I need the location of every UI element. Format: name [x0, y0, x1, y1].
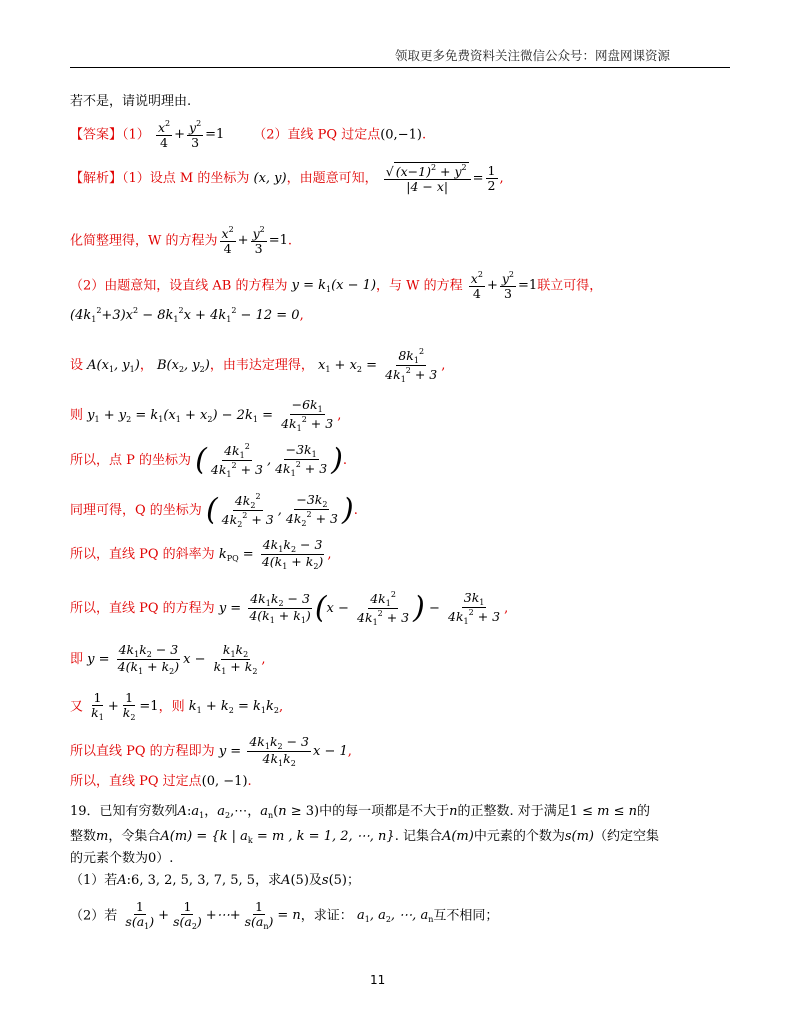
math-point: (0,−1)	[380, 127, 422, 143]
point-p-text: 所以，点 P 的坐标为	[70, 453, 192, 469]
then-text: 则	[70, 408, 84, 424]
you-text: 又	[70, 699, 84, 715]
simplify-text: 化简整理得，W 的方程为	[70, 233, 218, 249]
answer-line: 【答案】（1） $\frac{x^2}{4}$ + $\frac{y^2}{3}$ =1 （2）直线 PQ 过定点(0,−1).	[70, 119, 427, 151]
math-point-q: ( $\frac{4k_2^2}{4k_2^2 + 3}$ , $\frac{-3k_2}{4k_2^2 + 3}$ )	[205, 492, 354, 530]
math-ze: $k_1 + k_2 = k_1k_2$	[188, 699, 279, 716]
analysis-part1: （1）设点 M 的坐标为	[122, 170, 250, 186]
math-sum: $\frac{1}{s(a_1)}$ + $\frac{1}{s(a_2)}$ +⋯+ $\frac{1}{s(a_n)}$ = n	[125, 899, 301, 932]
q19-text-c: 的正整数. 对于满足	[457, 804, 570, 819]
q19-text-b: 中的每一项都是不大于	[319, 804, 450, 819]
q19-line-1: 19．已知有穷数列$A:a_1$，$a_2,\cdots$，$a_n(n \ge 3)$中的每一项都是不大于n的正整数. 对于满足1 ≤ m ≤ n的	[70, 804, 651, 820]
math-set: A(m) = {k | $a_k = m$ , k = 1, 2, ⋯, n}	[160, 829, 395, 845]
part2-line	[70, 270, 602, 302]
math-seq: A	[177, 804, 187, 819]
line-eq-text: 所以，直线 PQ 的方程为	[70, 601, 215, 617]
math-ellipse-2: $\frac{x^2}{4}$ + $\frac{y^2}{3}$ =1	[221, 225, 288, 257]
math-ellipse-3: $\frac{x^2}{4}$ + $\frac{y^2}{3}$ =1	[470, 270, 538, 302]
part2-text-c: 联立可得，	[537, 278, 603, 294]
page-header: 领取更多免费资料关注微信公众号：网盘网课资源	[394, 48, 670, 63]
q19-part1-text-b: ，求	[255, 873, 282, 888]
q19-part2-text-c: 互不相同；	[433, 908, 499, 924]
answer-part2: （2）直线 PQ 过定点	[253, 127, 381, 143]
slope-line: 所以，直线 PQ 的斜率为 $k_{PQ}$ = $\frac{4k_1k_2 - 3}{4(k_1 + k_2)}$ ,	[70, 537, 332, 572]
q19-text-a: 19．已知有穷数列	[70, 804, 178, 819]
math-fixed-point: (0, −1)	[201, 774, 248, 789]
answer-part1: （1）	[122, 127, 150, 143]
page-number: 11	[370, 973, 386, 987]
math-ellipse: $\frac{x^2}{4}$ + $\frac{y^2}{3}$ =1	[157, 119, 225, 151]
answer-tag: 【答案】	[70, 127, 123, 143]
math-you: $\frac{1}{k_1}$ + $\frac{1}{k_2}$ =1	[91, 690, 159, 723]
q19-line-2: 整数m，令集合A(m) = {k | $a_k = m$ , k = 1, 2, ⋯, n}. 记集合A(m)中元素的个数为s(m)（约定空集	[70, 829, 659, 845]
math-final-eq: y = $\frac{4k_1k_2 - 3}{4k_1k_2}$ x − 1	[218, 734, 348, 769]
simplify-line: 化简整理得，W 的方程为 $\frac{x^2}{4}$ + $\frac{y^2}{3}$ =1.	[70, 225, 293, 257]
q19-part2: （2）若 $\frac{1}{s(a_1)}$ + $\frac{1}{s(a_2)}$ +⋯+ $\frac{1}{s(a_n)}$ = n，求证： $a_1$, $a_2$, ⋯, $a_n$互不相同；	[70, 899, 499, 932]
q19-text-g: . 记集合	[394, 829, 442, 844]
ji-text: 即	[70, 652, 84, 668]
q19-text-d: 的	[637, 804, 651, 819]
analysis-tag: 【解析】	[70, 170, 123, 186]
q19-part1: （1）若A:6, 3, 2, 5, 3, 7, 5, 5，求A(5)及s(5)；	[70, 873, 361, 888]
math-point-p: ( $\frac{4k_1^2}{4k_1^2 + 3}$ , $\frac{-3k_1}{4k_1^2 + 3}$ )	[195, 442, 343, 480]
q19-text-h: 中元素的个数为	[473, 829, 565, 844]
q19-part2-text: （2）若	[70, 908, 118, 924]
vieta-text: ，由韦达定理得，	[209, 358, 314, 374]
math-line-ab: $y = k_1(x - 1)$	[291, 278, 377, 295]
fixed-point-text: 所以，直线 PQ 过定点	[70, 774, 202, 789]
you-line: 又 $\frac{1}{k_1}$ + $\frac{1}{k_2}$ =1，则 $k_1 + k_2 = k_1k_2$,	[70, 690, 284, 723]
point-q-line: 同理可得，Q 的坐标为 ( $\frac{4k_2^2}{4k_2^2 + 3}$ , $\frac{-3k_2}{4k_2^2 + 3}$ ).	[70, 492, 358, 530]
ji-line: 即 y = $\frac{4k_1k_2 - 3}{4(k_1 + k_2)}$ x − $\frac{k_1k_2}{k_1 + k_2}$ ,	[70, 642, 266, 677]
q19-text-i: （约定空集	[593, 829, 659, 844]
line-eq-line: 所以，直线 PQ 的方程为 y = $\frac{4k_1k_2 - 3}{4(k_1 + k_1)}$ (x − $\frac{4k_1^2}{4k_1^2 + 3}$ ) − $\frac{3k_1}{4k_1^2 + 3}$ ,	[70, 590, 509, 628]
analysis-line: 【解析】（1）设点 M 的坐标为 (x, y)，由题意可知， $\frac{√ (x-1)^2 + y^2}{|4 - x|}$ = $\frac{1}{2}$ ,	[70, 162, 504, 195]
analysis-part1b: ，由题意可知，	[286, 170, 378, 186]
ze-text: ，则	[158, 699, 185, 715]
math-ji: y = $\frac{4k_1k_2 - 3}{4(k_1 + k_2)}$ x − $\frac{k_1k_2}{k_1 + k_2}$	[87, 642, 258, 677]
so-eq-text: 所以直线 PQ 的方程即为	[70, 744, 215, 760]
math-seq-example: A	[117, 873, 127, 888]
q19-text-f: ，令集合	[108, 829, 161, 844]
math-y-sum: $y_1 + y_2 = k_1(x_1 + x_2) - 2k_1$ = $\frac{-6k_1}{4k_1^2 + 3}$	[87, 397, 334, 434]
text-line: 若不是，请说明理由.	[70, 94, 192, 109]
math-quadratic: $(4k_1^2+3)x^2 - 8k_1^2x + 4k_1^2 - 12 = 0$,	[70, 306, 304, 324]
so-eq-line: 所以直线 PQ 的方程即为 y = $\frac{4k_1k_2 - 3}{4k_1k_2}$ x − 1,	[70, 734, 352, 769]
slope-text: 所以，直线 PQ 的斜率为	[70, 547, 215, 563]
vieta-line: 设 $A(x_1$, $y_1$)， $B(x_2$, $y_2$)，由韦达定理得， $x_1 + x_2$ = $\frac{8k_1^2}{4k_1^2 + 3}$ ,	[70, 347, 446, 385]
point-q-text: 同理可得，Q 的坐标为	[70, 503, 202, 519]
math-slope: $k_{PQ}$ = $\frac{4k_1k_2 - 3}{4(k_1 + k_2)}$	[218, 537, 324, 572]
math-line-eq: y = $\frac{4k_1k_2 - 3}{4(k_1 + k_1)}$ (x − $\frac{4k_1^2}{4k_1^2 + 3}$ ) − $\frac{3k_1}{4k_1^2 + 3}$	[218, 590, 501, 628]
part2-text-a: （2）由题意知，设直线 AB 的方程为	[70, 278, 288, 294]
q19-line-3: 的元素个数为0）.	[70, 851, 174, 866]
then-line: 则 $y_1 + y_2 = k_1(x_1 + x_2) - 2k_1$ = $\frac{-6k_1}{4k_1^2 + 3}$ ,	[70, 397, 342, 434]
q19-text-e: 整数	[70, 829, 97, 844]
math-xy: (x, y)	[253, 170, 287, 186]
point-p-line: 所以，点 P 的坐标为 ( $\frac{4k_1^2}{4k_1^2 + 3}$ , $\frac{-3k_1}{4k_1^2 + 3}$ ).	[70, 442, 348, 480]
math-point-b: $B(x_2$, $y_2$)	[156, 358, 210, 375]
q19-part2-text-b: ，求证：	[300, 908, 353, 924]
header-rule	[70, 67, 730, 68]
math-ratio: $\frac{√ (x-1)^2 + y^2}{|4 - x|}$ = $\frac{1}{2}$	[385, 162, 496, 195]
math-vieta: $x_1 + x_2$ = $\frac{8k_1^2}{4k_1^2 + 3}$	[317, 347, 438, 385]
math-points-ab: $A(x_1$, $y_1$)	[87, 358, 140, 375]
q19-part1-text: （1）若	[70, 873, 118, 888]
part2-text-b: ，与 W 的方程	[376, 278, 463, 294]
fixed-point-line: 所以，直线 PQ 过定点(0, −1).	[70, 774, 252, 789]
q19-part1-text-c: 及	[308, 873, 322, 888]
set-text: 设	[70, 358, 84, 374]
